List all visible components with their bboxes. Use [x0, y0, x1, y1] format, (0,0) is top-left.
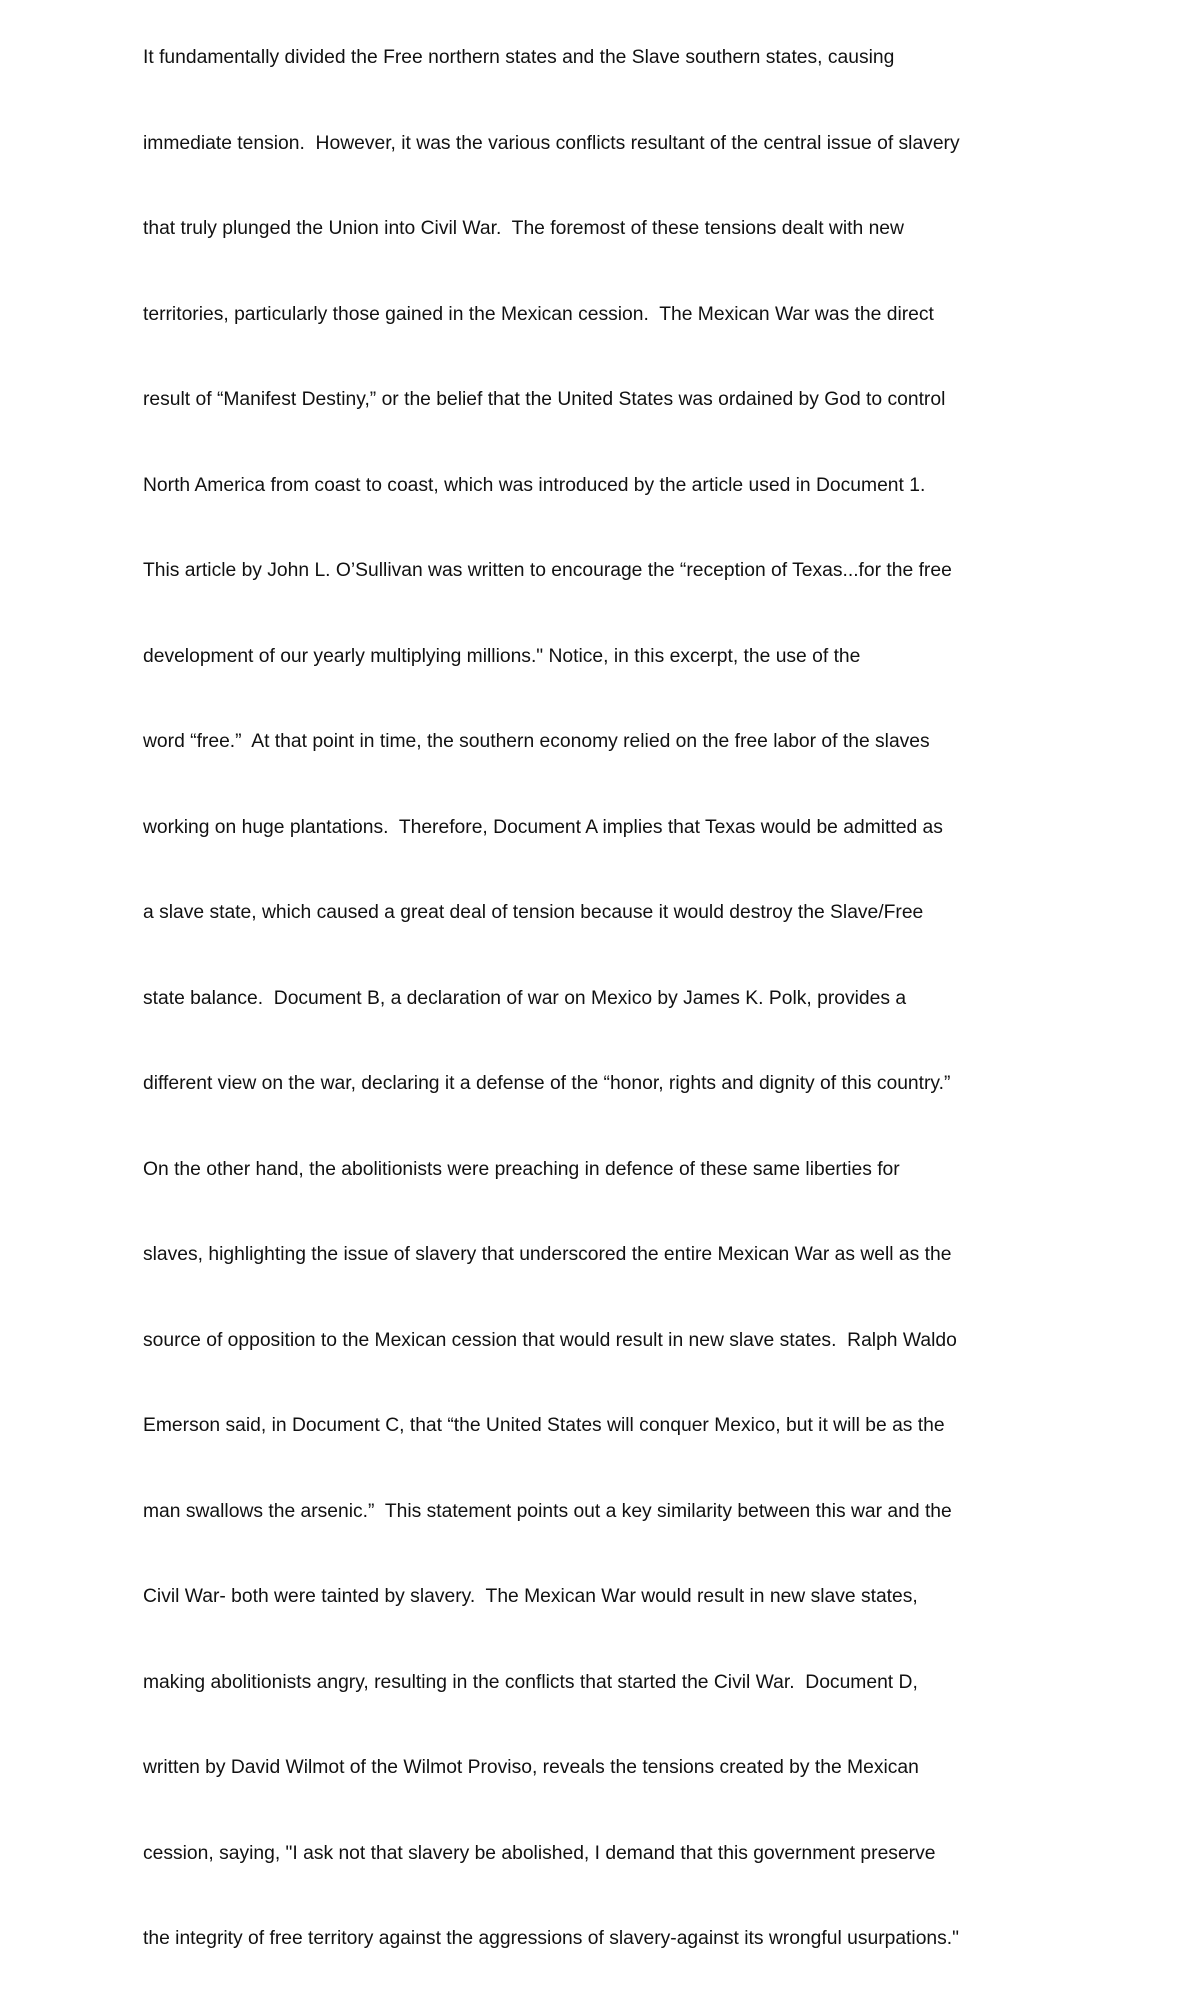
text-line: word “free.” At that point in time, the southern economy relied on the free labor of the slaves	[143, 731, 930, 752]
essay-text	[143, 0, 1183, 2011]
text-line: It fundamentally divided the Free northern states and the Slave southern states, causing	[143, 47, 895, 68]
text-line: state balance. Document B, a declaration of war on Mexico by James K. Polk, provides a	[143, 987, 907, 1009]
text-line: making abolitionists angry, resulting in the conflicts that started the Civil War. Document D,	[143, 1671, 918, 1693]
text-line: territories, particularly those gained in the Mexican cession. The Mexican War was the direct	[143, 303, 934, 325]
text-line: cession, saying, "I ask not that slavery be abolished, I demand that this government preserve	[143, 1842, 936, 1864]
text-line: Emerson said, in Document C, that “the United States will conquer Mexico, but it will be as the	[143, 1415, 945, 1436]
text-line: development of our yearly multiplying millions." Notice, in this excerpt, the use of the	[143, 645, 861, 667]
text-line: source of opposition to the Mexican cession that would result in new slave states. Ralph Waldo	[143, 1329, 957, 1351]
text-line: slaves, highlighting the issue of slavery that underscored the entire Mexican War as well as the	[143, 1244, 952, 1265]
text-line: North America from coast to coast, which was introduced by the article used in Document 1.	[143, 474, 926, 496]
text-line: man swallows the arsenic.” This statement points out a key similarity between this war and the	[143, 1500, 952, 1522]
text-line: On the other hand, the abolitionists were preaching in defence of these same liberties for	[143, 1158, 900, 1180]
text-line: result of “Manifest Destiny,” or the belief that the United States was ordained by God to control	[143, 389, 946, 410]
text-line: that truly plunged the Union into Civil War. The foremost of these tensions dealt with new	[143, 218, 904, 239]
text-line: This article by John L. O’Sullivan was written to encourage the “reception of Texas...for the free	[143, 560, 952, 581]
text-line: different view on the war, declaring it a defense of the “honor, rights and dignity of this country.”	[143, 1073, 951, 1094]
text-line: Civil War- both were tainted by slavery. The Mexican War would result in new slave states,	[143, 1586, 918, 1607]
text-line: the integrity of free territory against the aggressions of slavery-against its wrongful usurpations."	[143, 1928, 959, 1949]
text-line: immediate tension. However, it was the various conflicts resultant of the central issue of slavery	[143, 132, 960, 154]
text-line: written by David Wilmot of the Wilmot Proviso, reveals the tensions created by the Mexican	[143, 1757, 919, 1778]
text-line: working on huge plantations. Therefore, Document A implies that Texas would be admitted as	[143, 816, 943, 838]
text-line: a slave state, which caused a great deal of tension because it would destroy the Slave/Free	[143, 902, 924, 923]
